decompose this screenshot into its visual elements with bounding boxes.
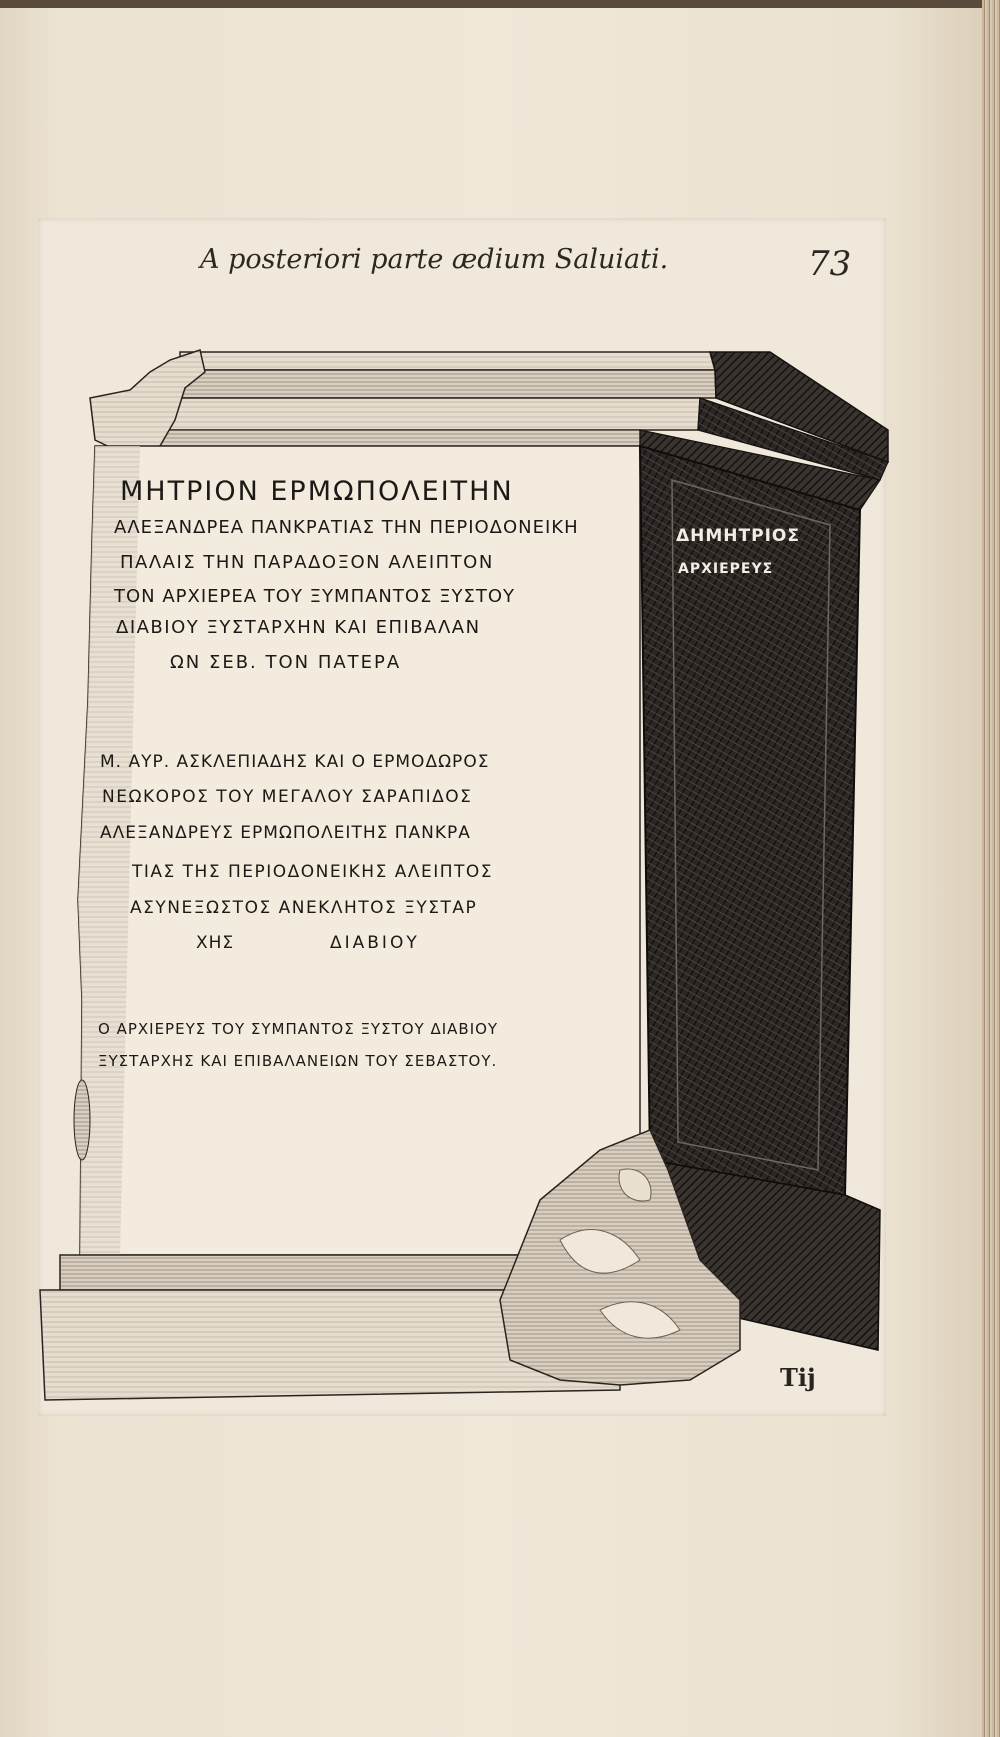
inscription-line: ΤΟΝ ΑΡΧΙΕΡΕΑ ΤΟΥ ΞΥΜΠΑΝΤΟΣ ΞΥΣΤΟΥ bbox=[114, 586, 516, 607]
inscription-line: ΧΗΣ bbox=[196, 933, 235, 953]
inscription-line: ΑΣΥΝΕΞΩΣΤΟΣ ΑΝΕΚΛΗΤΟΣ ΞΥΣΤΑΡ bbox=[130, 898, 478, 918]
page-number: 73 bbox=[808, 244, 852, 284]
inscription-line: ΑΛΕΞΑΝΔΡΕΑ ΠΑΝΚΡΑΤΙΑΣ ΤΗΝ ΠΕΡΙΟΔΟΝΕΙΚΗ bbox=[114, 517, 579, 538]
side-inscription-line: ΔΗΜΗΤΡΙΟΣ bbox=[676, 526, 800, 546]
inscription-line: ΤΙΑΣ ΤΗΣ ΠΕΡΙΟΔΟΝΕΙΚΗΣ ΑΛΕΙΠΤΟΣ bbox=[132, 862, 494, 882]
inscription-line: ΔΙΑΒΙΟΥ ΞΥΣΤΑΡΧΗΝ ΚΑΙ ΕΠΙΒΑΛΑΝ bbox=[116, 617, 481, 638]
inscription-line: ΜΗΤΡΙΟΝ ΕΡΜΩΠΟΛΕΙΤΗΝ bbox=[120, 476, 514, 507]
inscription-line: ΑΛΕΞΑΝΔΡΕΥΣ ΕΡΜΩΠΟΛΕΙΤΗΣ ΠΑΝΚΡΑ bbox=[100, 823, 471, 843]
inscription-line: ΠΑΛΑΙΣ ΤΗΝ ΠΑΡΑΔΟΞΟΝ ΑΛΕΙΠΤΟΝ bbox=[120, 552, 494, 573]
inscription-line: Ο ΑΡΧΙΕΡΕΥΣ ΤΟΥ ΣΥΜΠΑΝΤΟΣ ΞΥΣΤΟΥ ΔΙΑΒΙΟΥ bbox=[98, 1020, 499, 1038]
side-inscription-line: ΑΡΧΙΕΡΕΥΣ bbox=[678, 561, 774, 577]
inscription-line: ΝΕΩΚΟΡΟΣ ΤΟΥ ΜΕΓΑΛΟΥ ΣΑΡΑΠΙΔΟΣ bbox=[102, 787, 473, 807]
inscription-line: ΞΥΣΤΑΡΧΗΣ ΚΑΙ ΕΠΙΒΑΛΑΝΕΙΩΝ ΤΟΥ ΣΕΒΑΣΤΟΥ. bbox=[98, 1052, 498, 1070]
inscription-line: ΩΝ ΣΕΒ. ΤΟΝ ΠΑΤΕΡΑ bbox=[170, 652, 402, 673]
running-title: A posteriori parte ædium Saluiati. bbox=[200, 244, 669, 275]
signature-mark: Tij bbox=[780, 1363, 816, 1392]
inscription-line: ΔΙΑΒΙΟΥ bbox=[330, 933, 420, 953]
inscription-line: Μ. ΑΥΡ. ΑΣΚΛΕΠΙΑΔΗΣ ΚΑΙ Ο ΕΡΜΟΔΩΡΟΣ bbox=[100, 752, 490, 772]
